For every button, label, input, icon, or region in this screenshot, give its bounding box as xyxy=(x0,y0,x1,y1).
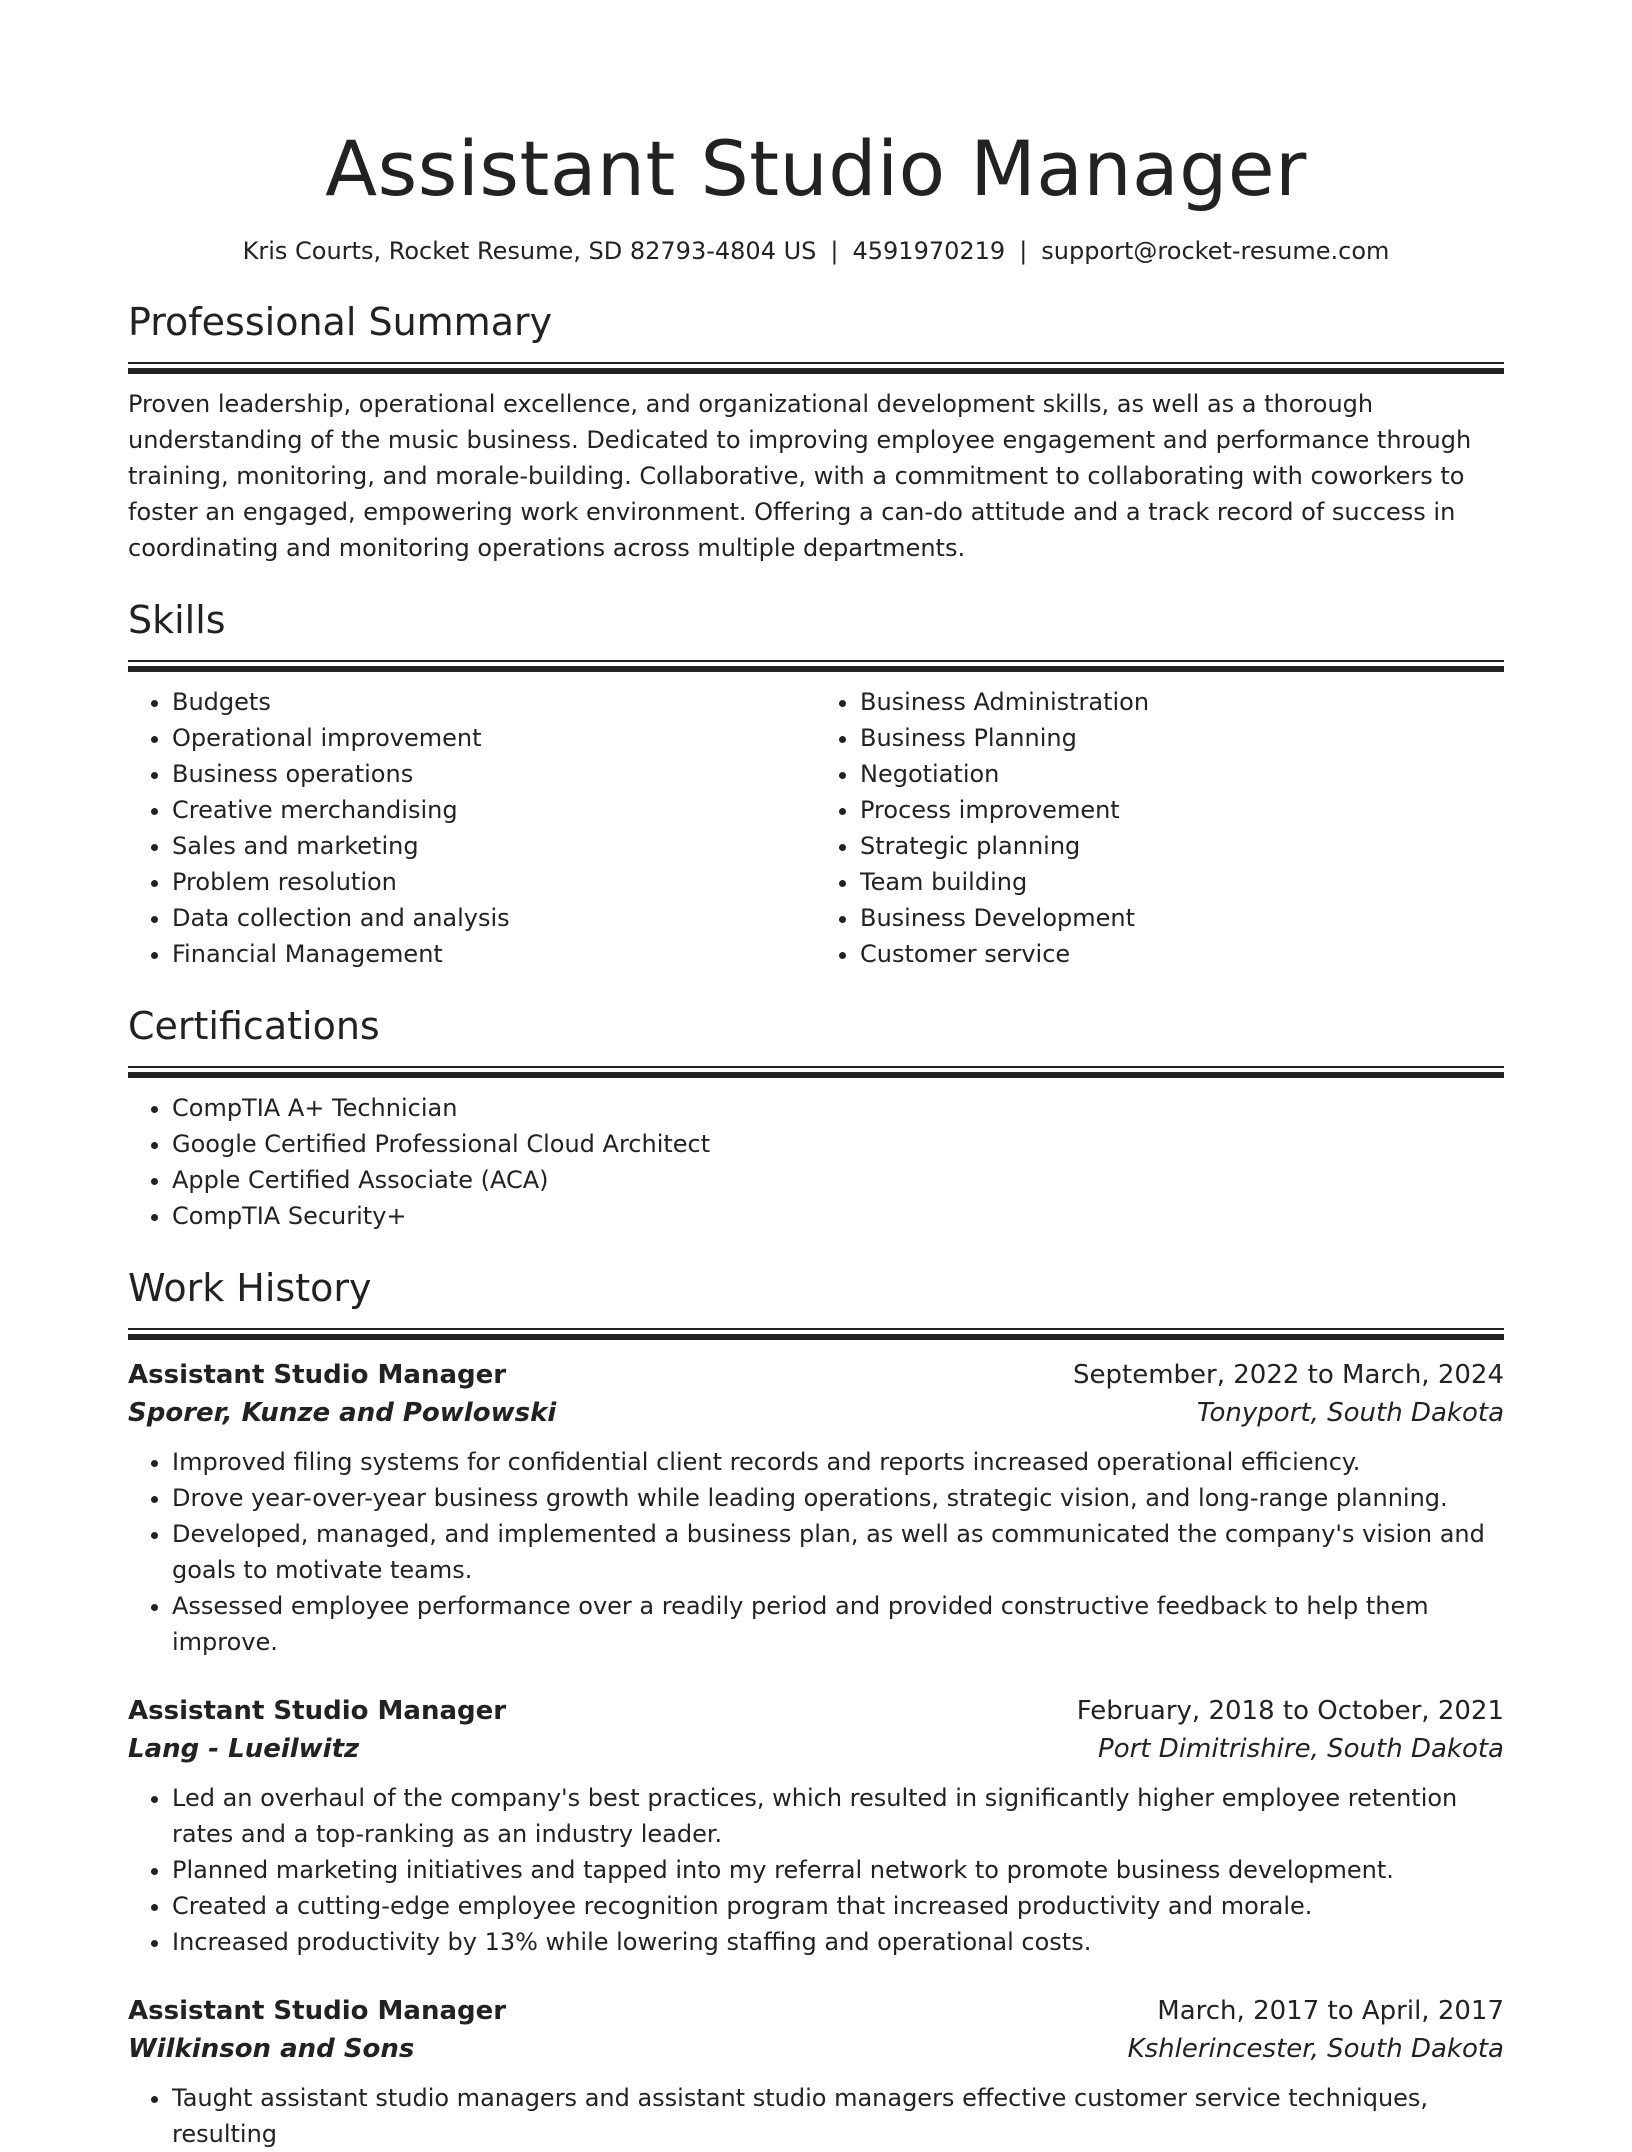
skill-item: • Creative merchandising xyxy=(172,792,816,828)
job-bullet: • Created a cutting-edge employee recognition program that increased productivity and morale. xyxy=(172,1888,1504,1924)
job-location: Kshlerincester, South Dakota xyxy=(1127,2034,1504,2064)
contact-phone: 4591970219 xyxy=(852,237,1006,265)
section-divider xyxy=(128,1066,1504,1078)
job-bullet-list xyxy=(128,2080,1504,2152)
summary-text: Proven leadership, operational excellence, and organizational development skills, as well as a thorough understanding of the music business. Dedicated to improving employee engagement and performance through training, monitoring, and morale-building. Collaborative, with a commitment to collaborating with coworkers to foster an engaged, empowering work environment. Offering a can-do attitude and a track record of success in coordinating and monitoring operations across multiple departments. xyxy=(128,390,1472,562)
skill-item: • Problem resolution xyxy=(172,864,816,900)
job-bullet: • Led an overhaul of the company's best practices, which resulted in significantly higher employee retention rates and a top-ranking as an industry leader. xyxy=(172,1780,1504,1852)
job-employer-row xyxy=(128,1394,1504,1432)
skill-item: • Data collection and analysis xyxy=(172,900,816,936)
skill-item: • Business Planning xyxy=(860,720,1504,756)
skills-heading: Skills xyxy=(128,598,226,642)
skill-item: • Business Administration xyxy=(860,684,1504,720)
job-header-row xyxy=(128,1992,1504,2030)
job-title: Assistant Studio Manager xyxy=(128,1360,507,1390)
job-entry xyxy=(128,1992,1504,2152)
job-location: Port Dimitrishire, South Dakota xyxy=(1098,1734,1504,1764)
job-bullet-list xyxy=(128,1780,1504,1960)
job-bullet: • Developed, managed, and implemented a business plan, as well as communicated the company's vision and goals to motivate teams. xyxy=(172,1516,1504,1588)
skill-item: • Sales and marketing xyxy=(172,828,816,864)
certification-item: • CompTIA Security+ xyxy=(172,1198,1504,1234)
skills-section xyxy=(128,594,1504,972)
job-company: Wilkinson and Sons xyxy=(128,2034,415,2064)
certifications-heading: Certifications xyxy=(128,1004,380,1048)
skill-item: • Business Development xyxy=(860,900,1504,936)
contact-separator: | xyxy=(830,237,839,265)
job-bullet: • Increased productivity by 13% while lowering staffing and operational costs. xyxy=(172,1924,1504,1960)
skill-item: • Negotiation xyxy=(860,756,1504,792)
skill-item: • Operational improvement xyxy=(172,720,816,756)
skills-columns xyxy=(128,684,1504,972)
job-header-row xyxy=(128,1692,1504,1730)
contact-email: support@rocket-resume.com xyxy=(1041,237,1390,265)
contact-address: Kris Courts, Rocket Resume, SD 82793-4804 US xyxy=(242,237,817,265)
job-dates: February, 2018 to October, 2021 xyxy=(1076,1696,1504,1726)
job-dates: September, 2022 to March, 2024 xyxy=(1073,1360,1504,1390)
job-entry xyxy=(128,1356,1504,1660)
job-title: Assistant Studio Manager xyxy=(128,1696,507,1726)
job-bullet: • Taught assistant studio managers and assistant studio managers effective customer service techniques, resulting xyxy=(172,2080,1504,2152)
summary-heading: Professional Summary xyxy=(128,300,553,344)
skill-item: • Business operations xyxy=(172,756,816,792)
work-history-heading: Work History xyxy=(128,1266,372,1310)
skill-item: • Team building xyxy=(860,864,1504,900)
contact-separator: | xyxy=(1019,237,1028,265)
skills-list-right xyxy=(816,684,1504,972)
job-bullet: • Assessed employee performance over a readily period and provided constructive feedback to help them improve. xyxy=(172,1588,1504,1660)
job-location: Tonyport, South Dakota xyxy=(1196,1398,1504,1428)
certification-item: • Google Certified Professional Cloud Architect xyxy=(172,1126,1504,1162)
summary-section xyxy=(128,296,1504,566)
certification-item: • Apple Certified Associate (ACA) xyxy=(172,1162,1504,1198)
job-bullet: • Improved filing systems for confidential client records and reports increased operational efficiency. xyxy=(172,1444,1504,1480)
skill-item: • Customer service xyxy=(860,936,1504,972)
section-divider xyxy=(128,660,1504,672)
resume-title: Assistant Studio Manager xyxy=(325,124,1307,213)
job-title: Assistant Studio Manager xyxy=(128,1996,507,2026)
job-bullet: • Drove year-over-year business growth while leading operations, strategic vision, and long-range planning. xyxy=(172,1480,1504,1516)
job-employer-row xyxy=(128,1730,1504,1768)
job-bullet-list xyxy=(128,1444,1504,1660)
section-divider xyxy=(128,1328,1504,1340)
job-company: Lang - Lueilwitz xyxy=(128,1734,360,1764)
skill-item: • Budgets xyxy=(172,684,816,720)
job-header-row xyxy=(128,1356,1504,1394)
job-entry xyxy=(128,1692,1504,1960)
skill-item: • Financial Management xyxy=(172,936,816,972)
job-company: Sporer, Kunze and Powlowski xyxy=(128,1398,557,1428)
skills-list-left xyxy=(128,684,816,972)
resume-page xyxy=(128,0,1504,2152)
certifications-section xyxy=(128,1000,1504,1234)
certifications-list xyxy=(128,1090,1504,1234)
job-employer-row xyxy=(128,2030,1504,2068)
section-divider xyxy=(128,362,1504,374)
work-history-section xyxy=(128,1262,1504,2152)
job-bullet: • Planned marketing initiatives and tapped into my referral network to promote business development. xyxy=(172,1852,1504,1888)
job-dates: March, 2017 to April, 2017 xyxy=(1157,1996,1504,2026)
skill-item: • Process improvement xyxy=(860,792,1504,828)
contact-line xyxy=(128,234,1504,268)
certification-item: • CompTIA A+ Technician xyxy=(172,1090,1504,1126)
skill-item: • Strategic planning xyxy=(860,828,1504,864)
